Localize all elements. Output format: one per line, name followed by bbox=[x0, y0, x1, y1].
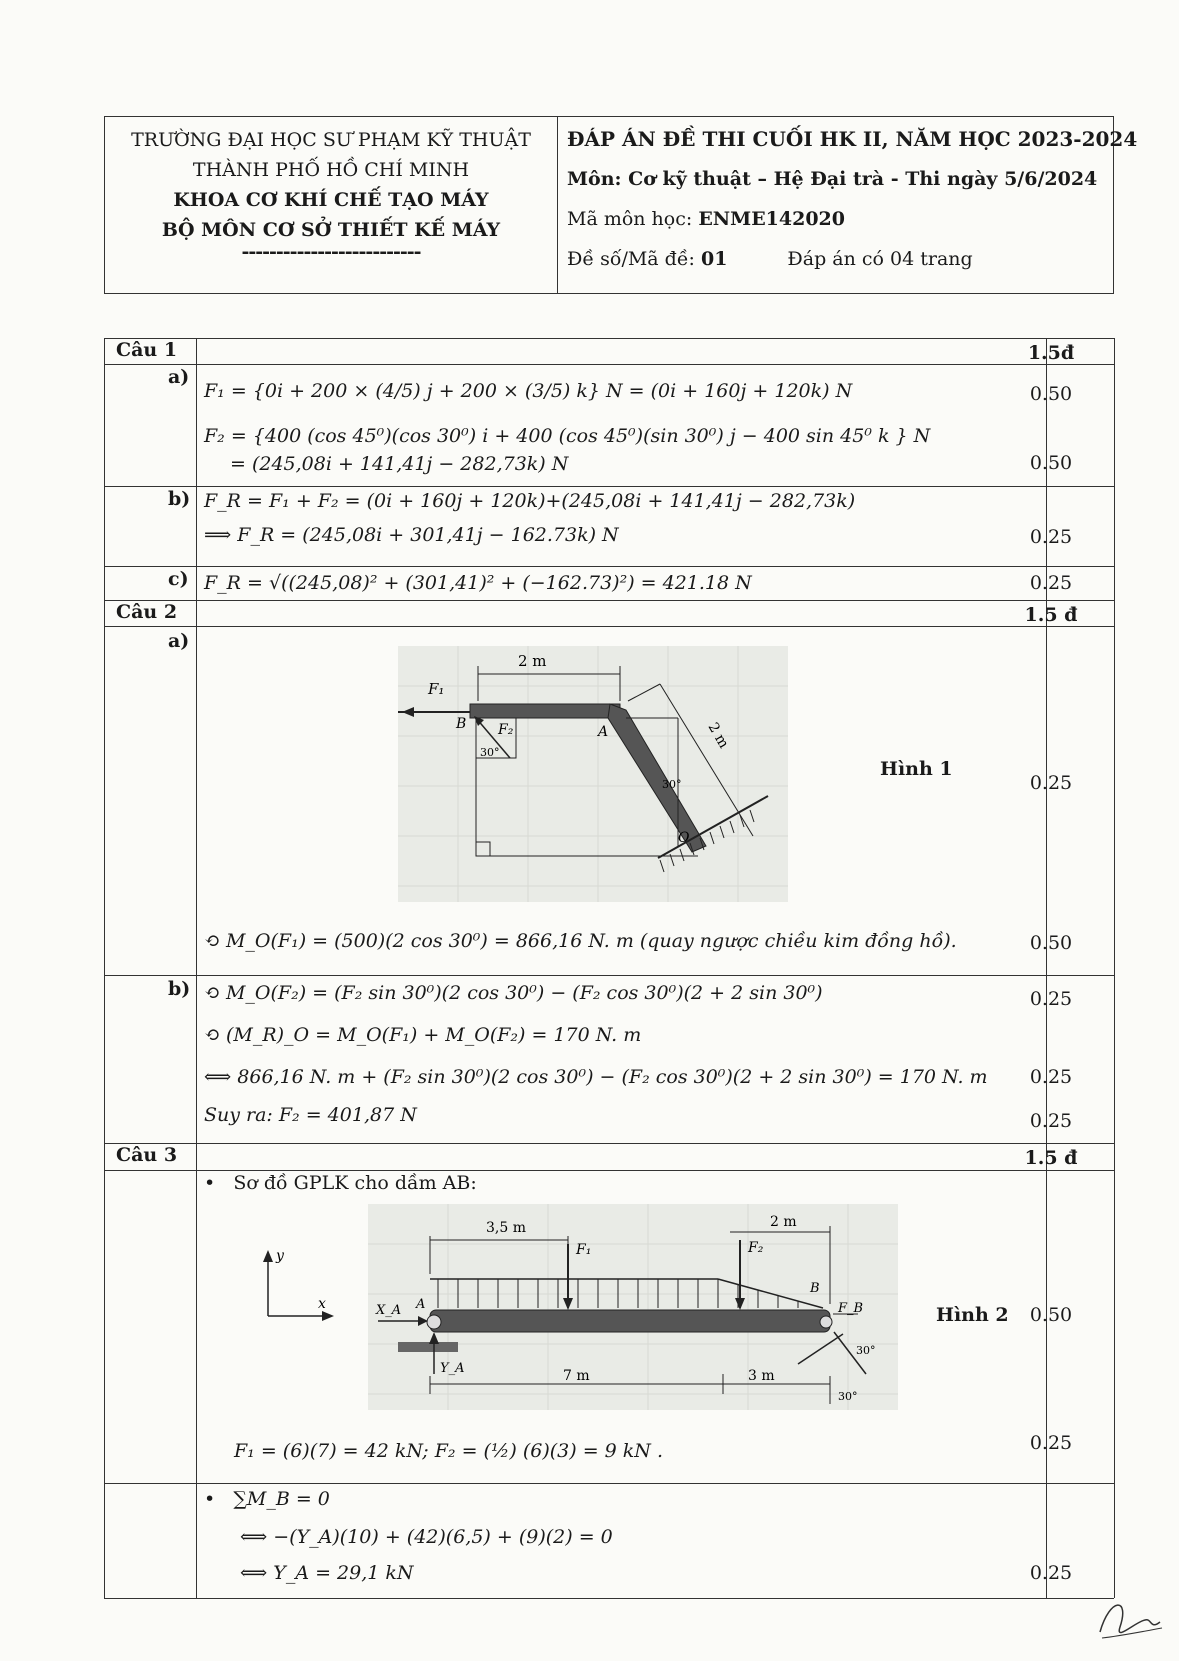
exam-title: ĐÁP ÁN ĐỀ THI CUỐI HK II, NĂM HỌC 2023-2024 bbox=[567, 127, 1138, 151]
q2-a-label: a) bbox=[168, 630, 190, 652]
fig1-angle-2: 30° bbox=[662, 778, 682, 791]
q3-eq2: ⟺ Y_A = 29,1 kN bbox=[240, 1562, 414, 1584]
figure-2-beam-diagram bbox=[368, 1204, 898, 1410]
q2-b-label: b) bbox=[168, 978, 191, 1000]
faculty-name: KHOA CƠ KHÍ CHẾ TẠO MÁY bbox=[173, 189, 489, 211]
q1-a-pts2: 0.50 bbox=[1029, 452, 1073, 474]
q2-b-pts1: 0.25 bbox=[1029, 988, 1073, 1010]
q1-b-label: b) bbox=[168, 488, 191, 510]
fig2-point-b: B bbox=[810, 1281, 820, 1296]
figure-2-caption: Hình 2 bbox=[936, 1304, 1009, 1326]
city-name: THÀNH PHỐ HỒ CHÍ MINH bbox=[192, 159, 470, 181]
q1-a-label: a) bbox=[168, 366, 190, 388]
fig2-f2-label: F₂ bbox=[748, 1240, 764, 1256]
fig2-fb-label: F_B bbox=[838, 1301, 864, 1316]
signature-mark bbox=[1090, 1592, 1170, 1652]
course-code: ENME142020 bbox=[698, 208, 845, 230]
q1-b-pts: 0.25 bbox=[1029, 526, 1073, 548]
ccw-moment-icon: ⟲ bbox=[204, 1024, 220, 1046]
fig2-ya-label: Y_A bbox=[440, 1361, 465, 1376]
fig2-point-a: A bbox=[416, 1297, 426, 1312]
fig1-len-top: 2 m bbox=[518, 652, 547, 670]
department-name: BỘ MÔN CƠ SỞ THIẾT KẾ MÁY bbox=[161, 219, 501, 241]
q3-loads-pts: 0.25 bbox=[1029, 1432, 1073, 1454]
q2-b-eq3: ⟺ 866,16 N. m + (F₂ sin 30⁰)(2 cos 30⁰) − (F₂ cos 30⁰)(2 + 2 sin 30⁰) = 170 N. m bbox=[204, 1066, 988, 1088]
q1-a-eq2: F₂ = {400 (cos 45⁰)(cos 30⁰) i + 400 (cos 45⁰)(sin 30⁰) j − 400 sin 45⁰ k } N bbox=[204, 425, 931, 447]
fig2-f1-label: F₁ bbox=[576, 1242, 592, 1258]
header-separator: -------------------------- bbox=[241, 241, 421, 263]
fig2-dim-3-5: 3,5 m bbox=[486, 1220, 526, 1236]
q2-b-eq2: ⟲ (M_R)_O = M_O(F₁) + M_O(F₂) = 170 N. m bbox=[204, 1024, 642, 1046]
q3-fig-pts: 0.50 bbox=[1029, 1304, 1073, 1326]
q1-a-eq1: F₁ = {0i + 200 × (4/5) j + 200 × (3/5) k} N = (0i + 160j + 120k) N bbox=[204, 380, 853, 402]
q1-points: 1.5đ bbox=[1027, 342, 1075, 364]
exam-number: 01 bbox=[700, 248, 728, 270]
q2-b-pts4: 0.25 bbox=[1029, 1110, 1073, 1132]
figure-1-frame-diagram bbox=[398, 646, 788, 902]
q2-a-eq: ⟲ M_O(F₁) = (500)(2 cos 30⁰) = 866,16 N. m (quay ngược chiều kim đồng hồ). bbox=[204, 930, 957, 952]
q3-bullet-1: • Sơ đồ GPLK cho dầm AB: bbox=[204, 1172, 477, 1194]
fig1-point-a: A bbox=[598, 724, 609, 740]
q1-label: Câu 1 bbox=[116, 339, 178, 361]
figure-1-svg bbox=[398, 646, 788, 902]
member-ba bbox=[470, 704, 620, 718]
fig2-angle-1: 30° bbox=[856, 1344, 876, 1357]
exam-subject: Môn: Cơ kỹ thuật – Hệ Đại trà - Thi ngày 5/6/2024 bbox=[567, 168, 1098, 190]
q2-points: 1.5 đ bbox=[1024, 604, 1078, 626]
q1-c-pts: 0.25 bbox=[1029, 572, 1073, 594]
fig1-len-side: 2 m bbox=[704, 720, 732, 752]
ccw-moment-icon: ⟲ bbox=[204, 930, 220, 952]
header-box bbox=[104, 116, 1138, 294]
figure-2-svg bbox=[368, 1204, 898, 1410]
q2-b-eq1: ⟲ M_O(F₂) = (F₂ sin 30⁰)(2 cos 30⁰) − (F₂ cos 30⁰)(2 + 2 sin 30⁰) bbox=[204, 982, 823, 1004]
q1-c-eq: F_R = √((245,08)² + (301,41)² + (−162.73)²) = 421.18 N bbox=[204, 572, 752, 594]
fig2-dim-3: 3 m bbox=[748, 1368, 775, 1384]
university-name: TRƯỜNG ĐẠI HỌC SƯ PHẠM KỸ THUẬT bbox=[131, 129, 531, 151]
q3-bullet-2: • ∑M_B = 0 bbox=[204, 1488, 330, 1510]
figure-1-caption: Hình 1 bbox=[880, 758, 953, 780]
fig1-angle-1: 30° bbox=[480, 746, 500, 759]
exam-number-line: Đề số/Mã đề: 01 Đáp án có 04 trang bbox=[567, 248, 973, 270]
fig1-point-o: O bbox=[678, 830, 690, 846]
q2-a-pts: 0.50 bbox=[1029, 932, 1073, 954]
q1-c-label: c) bbox=[168, 568, 189, 590]
q1-a-eq3: = (245,08i + 141,41j − 282,73k) N bbox=[230, 453, 569, 475]
q2-b-pts3: 0.25 bbox=[1029, 1066, 1073, 1088]
fig1-f2-label: F₂ bbox=[498, 722, 514, 738]
fig1-f1-label: F₁ bbox=[428, 680, 445, 698]
member-ao bbox=[608, 704, 706, 852]
course-code-line: Mã môn học: ENME142020 bbox=[567, 208, 845, 230]
fig2-dim-7: 7 m bbox=[563, 1368, 590, 1384]
fig1-point-b: B bbox=[456, 716, 467, 732]
header-institution bbox=[105, 117, 558, 293]
q3-loads-eq: F₁ = (6)(7) = 42 kN; F₂ = (½) (6)(3) = 9 kN . bbox=[234, 1440, 663, 1462]
q1-b-eq2: ⟹ F_R = (245,08i + 301,41j − 162.73k) N bbox=[204, 524, 619, 546]
fig2-angle-2: 30° bbox=[838, 1390, 858, 1403]
axis-y-label: y bbox=[276, 1248, 284, 1264]
q2-b-eq4: Suy ra: F₂ = 401,87 N bbox=[204, 1104, 417, 1126]
ccw-moment-icon: ⟲ bbox=[204, 982, 220, 1004]
beam-ab bbox=[430, 1310, 830, 1332]
axis-x-label: x bbox=[318, 1296, 326, 1312]
fig2-xa-label: X_A bbox=[376, 1303, 402, 1318]
q3-eq2-pts: 0.25 bbox=[1029, 1562, 1073, 1584]
q1-a-pts1: 0.50 bbox=[1029, 383, 1073, 405]
q3-label: Câu 3 bbox=[116, 1144, 178, 1166]
q1-b-eq1: F_R = F₁ + F₂ = (0i + 160j + 120k)+(245,08i + 141,41j − 282,73k) bbox=[204, 490, 856, 512]
fig2-dim-2: 2 m bbox=[770, 1214, 797, 1230]
q3-points: 1.5 đ bbox=[1024, 1147, 1078, 1169]
q3-eq1: ⟺ −(Y_A)(10) + (42)(6,5) + (9)(2) = 0 bbox=[240, 1526, 613, 1548]
q2-fig-pts: 0.25 bbox=[1029, 772, 1073, 794]
header-exam-info bbox=[557, 117, 1138, 293]
page-count: Đáp án có 04 trang bbox=[787, 248, 973, 270]
q2-label: Câu 2 bbox=[116, 601, 178, 623]
